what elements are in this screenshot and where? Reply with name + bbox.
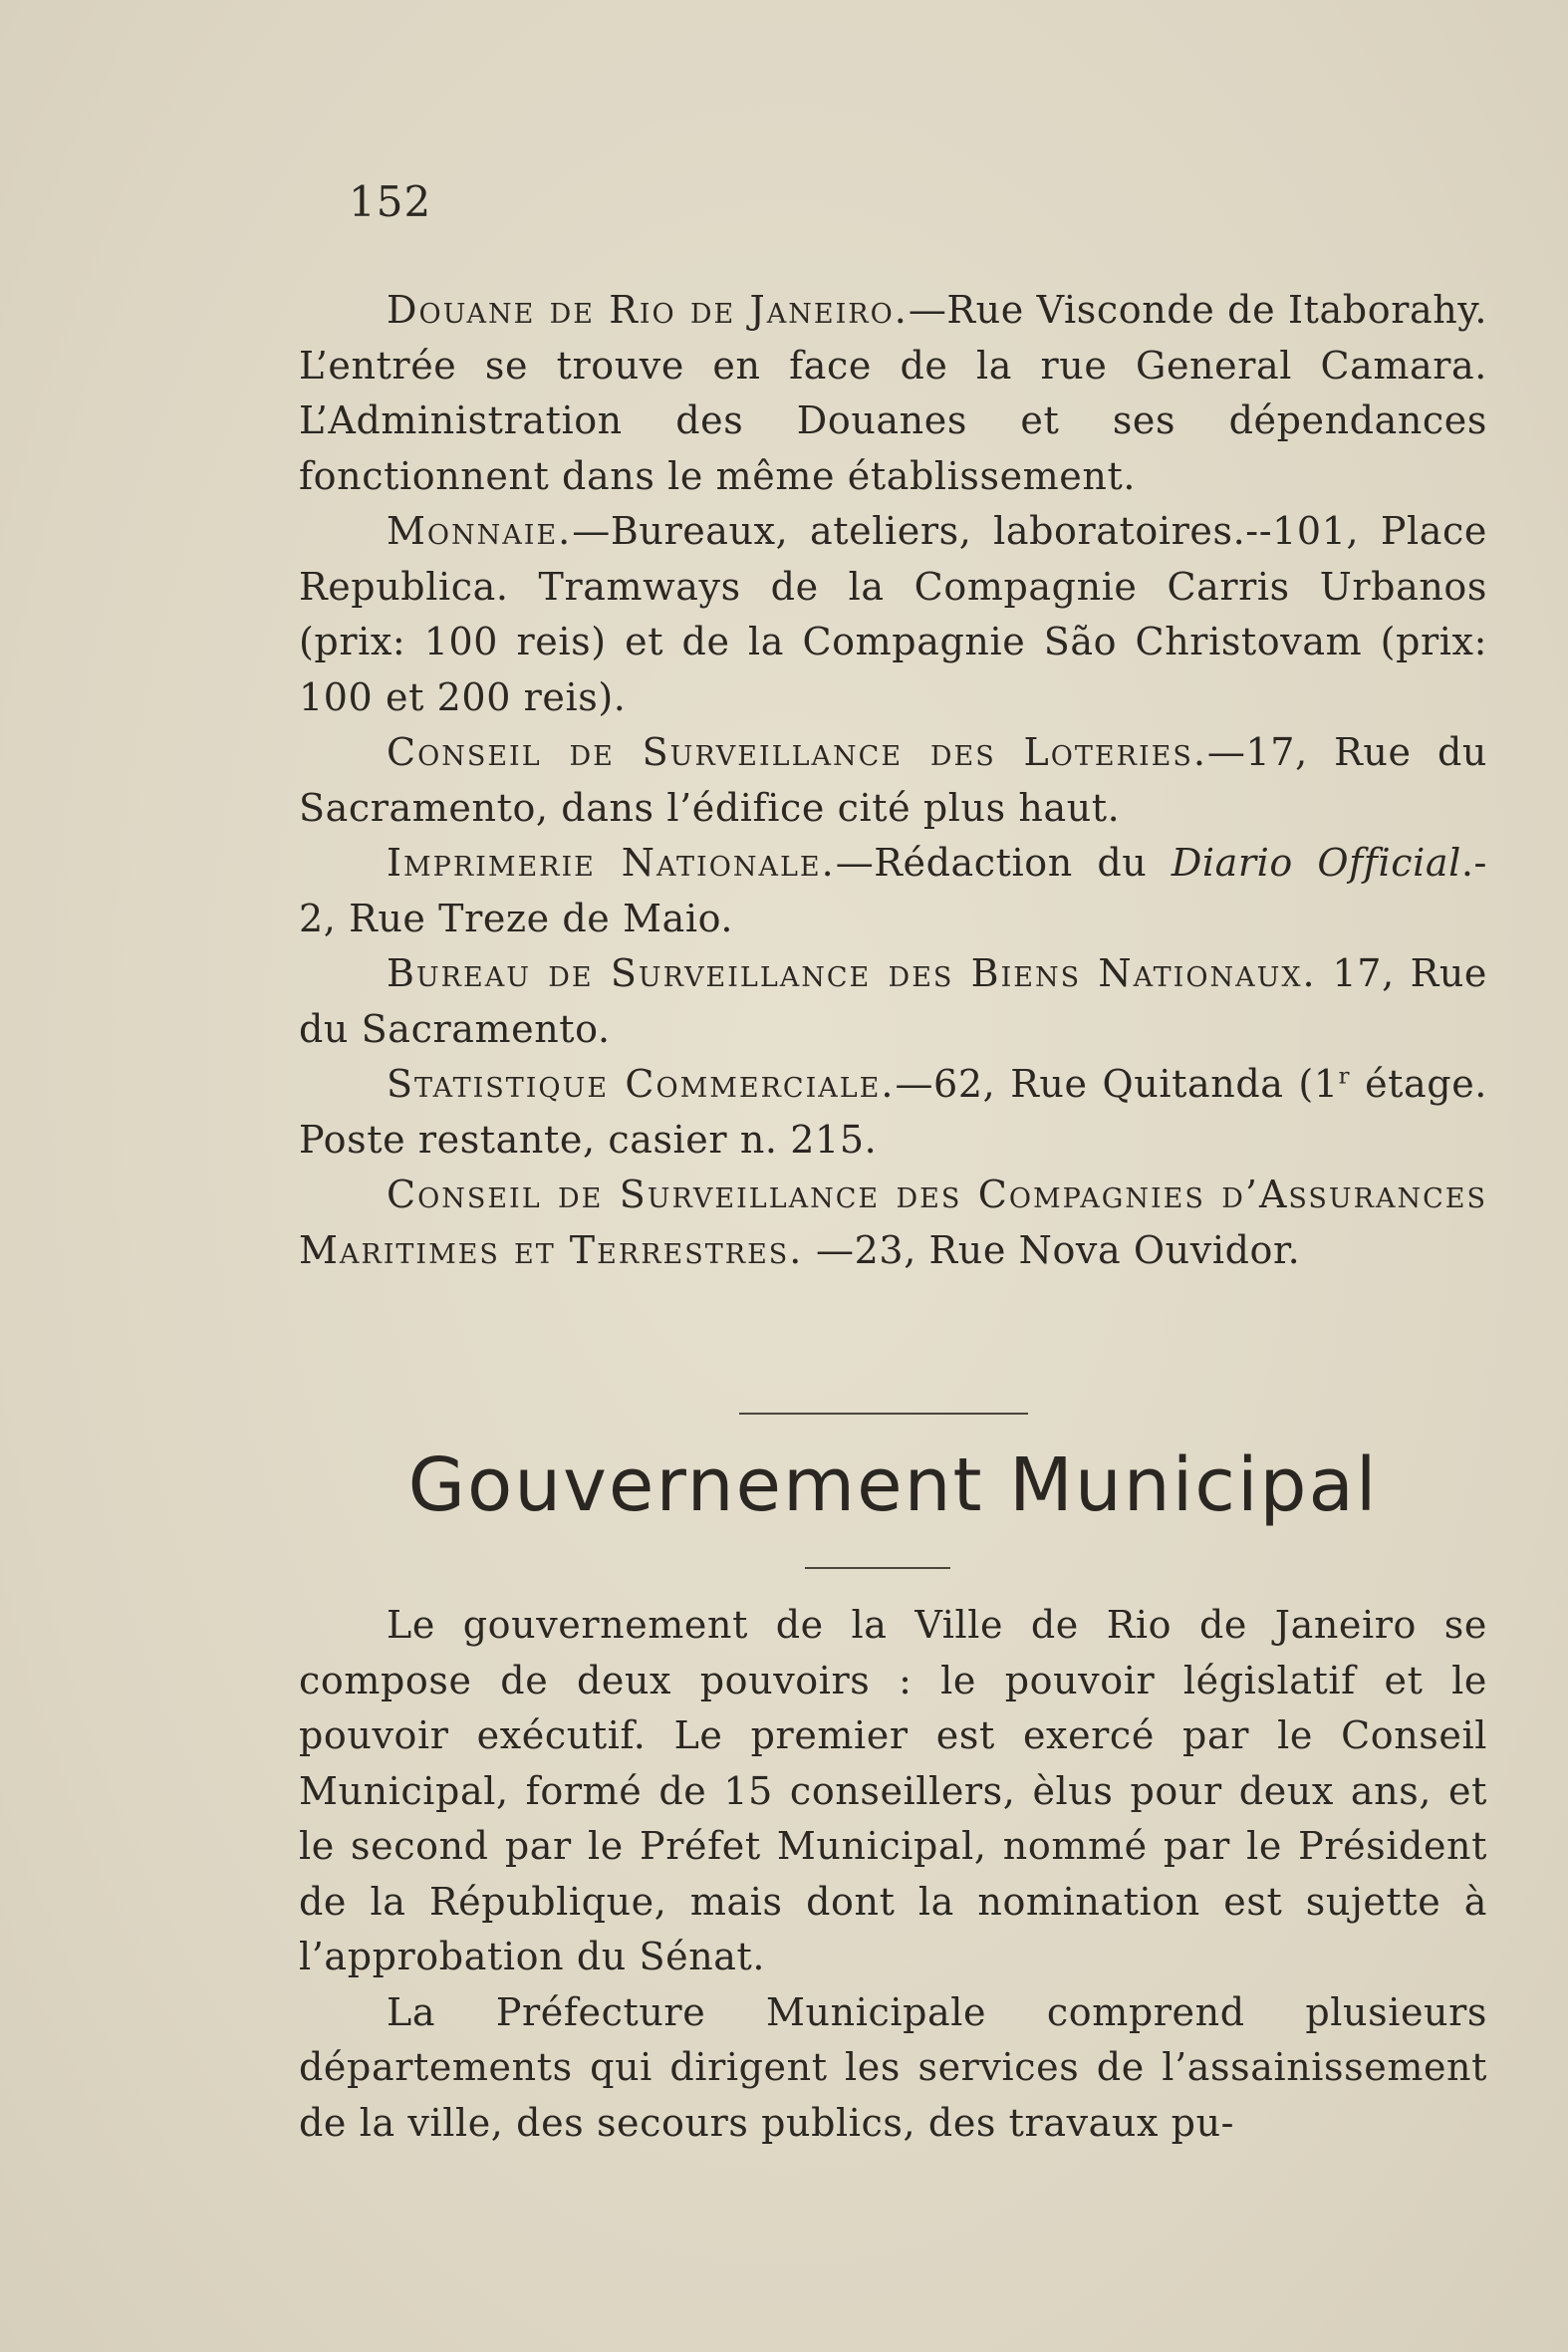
entry-text-after: .- 2, Rue Treze de Maio. bbox=[299, 841, 1487, 940]
entry-heading: Conseil de Surveillance des Compagnies d’Assurances Maritimes et Terrestres. bbox=[299, 1173, 1487, 1272]
entry-loteries bbox=[299, 725, 1487, 836]
entry-heading: Imprimerie Nationale. bbox=[387, 841, 836, 885]
entry-heading: Conseil de Surveillance des Loteries. bbox=[387, 730, 1207, 774]
divider-rule bbox=[805, 1567, 950, 1569]
entry-biens-nationaux bbox=[299, 946, 1487, 1057]
entry-text: —62, Rue Quitanda (1 bbox=[895, 1062, 1339, 1106]
section-body bbox=[299, 1598, 1487, 2151]
entry-statistique bbox=[299, 1057, 1487, 1168]
divider-rule bbox=[739, 1413, 1028, 1415]
entry-heading: Bureau de Surveillance des Biens Nationaux. bbox=[387, 951, 1317, 995]
entry-heading: Monnaie. bbox=[387, 509, 573, 553]
section-paragraph: La Préfecture Municipale comprend plusieurs départements qui dirigent les services de l’assainissement de la ville, des secours publics, des travaux pu- bbox=[299, 1989, 1487, 2145]
entry-text: 17, Rue du Sacramento. bbox=[299, 951, 1488, 1051]
administration-entries bbox=[299, 283, 1487, 1278]
section-paragraph: Le gouvernement de la Ville de Rio de Janeiro se compose de deux pouvoirs : le pouvoir législatif et le pouvoir exécutif. Le premier est exercé par le Conseil Municipal, formé de 15 conseillers, èlus pour deux ans, et le second par le Préfet Municipal, nommé par le Président de la République, mais dont la nomination est sujette à l’approbation du Sénat. bbox=[299, 1603, 1487, 1978]
entry-text: —17, Rue du Sacramento, dans l’édifice cité plus haut. bbox=[299, 730, 1487, 830]
section-title: Gouvernement Municipal bbox=[407, 1442, 1379, 1528]
entry-text: —Bureaux, ateliers, laboratoires.--101, Place Republica. Tramways de la Compagnie Carris Urbanos (prix: 100 reis) et de la Compagnie São Christovam (prix: 100 et 200 reis). bbox=[299, 509, 1487, 719]
entry-text: —23, Rue Nova Ouvidor. bbox=[803, 1227, 1301, 1272]
entry-heading: Statistique Commerciale. bbox=[387, 1062, 896, 1106]
entry-text: —Rue Visconde de Itaborahy. L’entrée se trouve en face de la rue General Camara. L’Administration des Douanes et ses dépendances fonctionnent dans le même établissement. bbox=[299, 288, 1487, 498]
entry-monnaie bbox=[299, 504, 1487, 725]
entry-assurances bbox=[299, 1168, 1487, 1278]
entry-imprimerie bbox=[299, 836, 1487, 946]
entry-superscript: r bbox=[1338, 1063, 1351, 1090]
entry-heading: Douane de Rio de Janeiro. bbox=[387, 288, 909, 332]
entry-douane bbox=[299, 283, 1487, 504]
page-number: 152 bbox=[349, 177, 432, 226]
entry-text-after: étage. Poste restante, casier n. 215. bbox=[299, 1062, 1487, 1162]
entry-text: —Rédaction du bbox=[835, 841, 1172, 885]
entry-italic-title: Diario Official bbox=[1171, 841, 1461, 885]
